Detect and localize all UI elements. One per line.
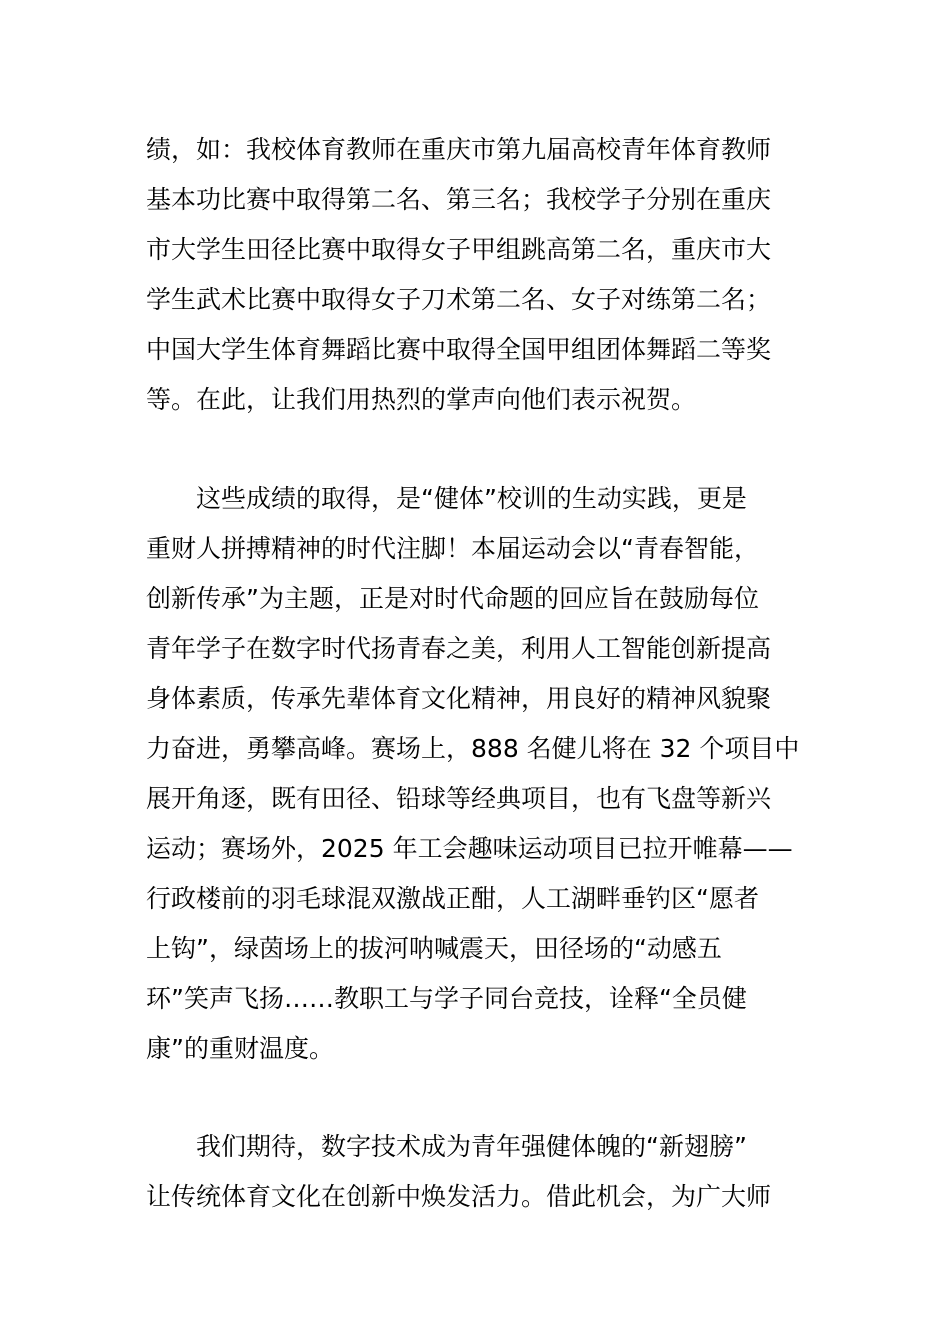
paragraph-achievements bbox=[146, 125, 810, 425]
text-line: 重财人拼搏精神的时代注脚！本届运动会以“青春智能， bbox=[146, 534, 759, 563]
text-line: 力奋进，勇攀高峰。赛场上，888 名健儿将在 32 个项目中 bbox=[146, 734, 800, 763]
text-line: 市大学生田径比赛中取得女子甲组跳高第二名，重庆市大 bbox=[146, 235, 772, 264]
text-line: 环”笑声飞扬……教职工与学子同台竞技，诠释“全员健 bbox=[146, 984, 747, 1013]
text-line: 展开角逐，既有田径、铅球等经典项目，也有飞盘等新兴 bbox=[146, 784, 772, 813]
text-line: 等。在此，让我们用热烈的掌声向他们表示祝贺。 bbox=[146, 385, 697, 414]
text-line: 中国大学生体育舞蹈比赛中取得全国甲组团体舞蹈二等奖 bbox=[146, 335, 772, 364]
text-line: 康”的重财温度。 bbox=[146, 1034, 334, 1063]
text-line: 运动；赛场外，2025 年工会趣味运动项目已拉开帷幕—— bbox=[146, 834, 793, 863]
text-line: 行政楼前的羽毛球混双激战正酣，人工湖畔垂钓区“愿者 bbox=[146, 884, 759, 913]
text-line: 让传统体育文化在创新中焕发活力。借此机会，为广大师 bbox=[146, 1182, 772, 1211]
text-line: 上钩”，绿茵场上的拔河呐喊震天，田径场的“动感五 bbox=[146, 934, 722, 963]
text-line: 学生武术比赛中取得女子刀术第二名、女子对练第二名； bbox=[146, 285, 772, 314]
text-line: 创新传承”为主题，正是对时代命题的回应旨在鼓励每位 bbox=[146, 584, 759, 613]
text-line: 绩，如：我校体育教师在重庆市第九届高校青年体育教师 bbox=[146, 135, 772, 164]
text-line: 青年学子在数字时代扬青春之美，利用人工智能创新提高 bbox=[146, 634, 772, 663]
paragraph-theme bbox=[146, 474, 810, 1074]
text-line: 身体素质，传承先辈体育文化精神，用良好的精神风貌聚 bbox=[146, 684, 772, 713]
text-line: 这些成绩的取得，是“健体”校训的生动实践，更是 bbox=[146, 484, 747, 513]
text-line: 基本功比赛中取得第二名、第三名；我校学子分别在重庆 bbox=[146, 185, 772, 214]
text-line: 我们期待，数字技术成为青年强健体魄的“新翅膀” bbox=[146, 1132, 747, 1161]
paragraph-expectation bbox=[146, 1122, 810, 1222]
